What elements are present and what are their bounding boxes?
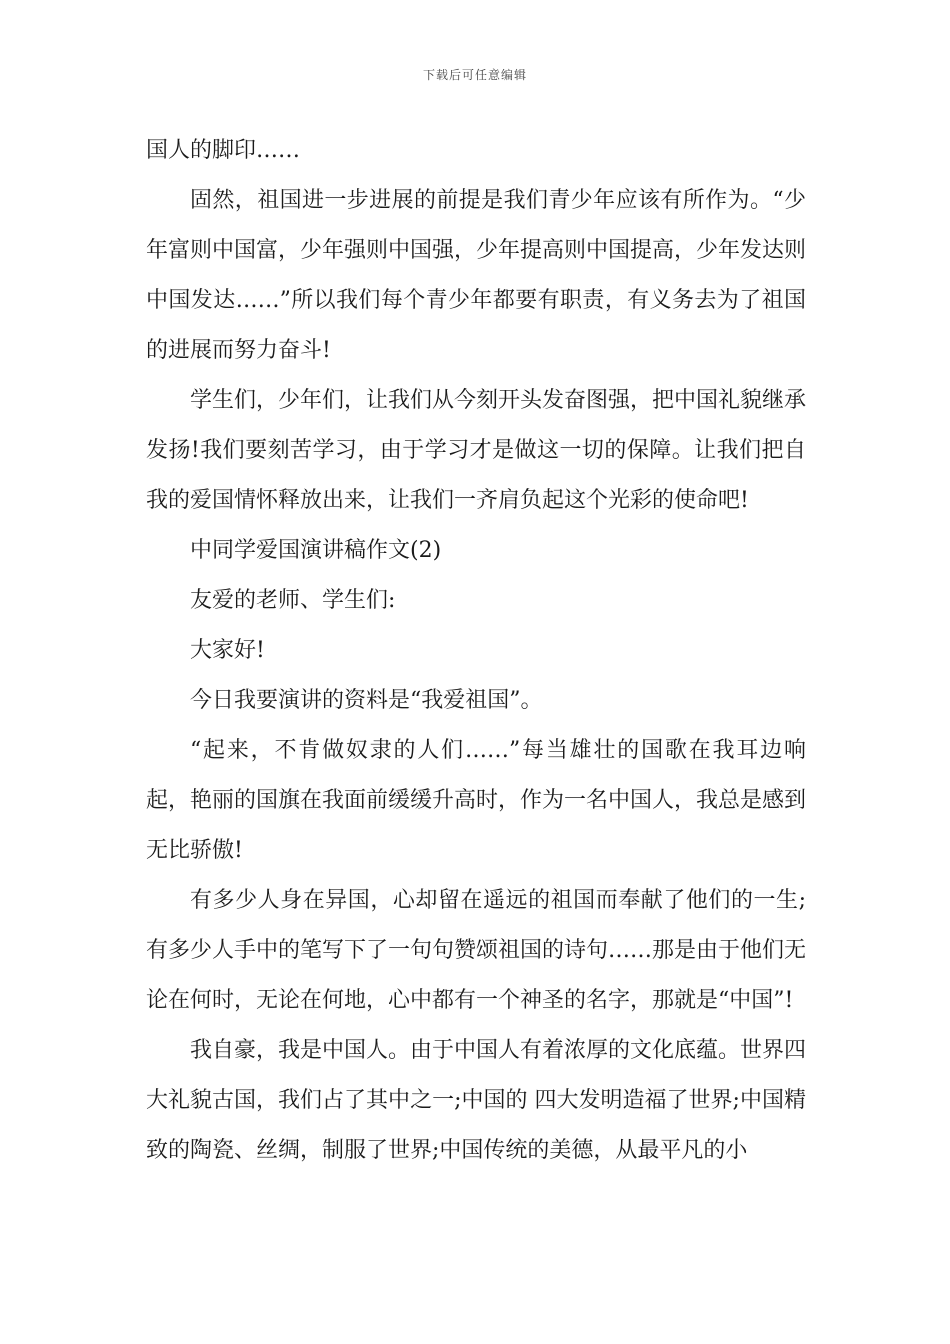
salutation: 友爱的老师、学生们: [190,588,396,613]
paragraph-1: 国人的脚印…… [146,138,301,163]
paragraph-topic: 今日我要演讲的资料是“我爱祖国”。 [190,688,543,713]
greeting: 大家好! [190,638,265,663]
paragraph-pride: 我自豪，我是中国人。由于中国人有着浓厚的文化底蕴。世界四大礼貌古国，我们占了其中之一;中国的 四大发明造福了世界;中国精致的陶瓷、丝绸，制服了世界;中国传统的美德，从最平凡的小 [146,1038,807,1163]
document-body [146,126,806,1176]
page-header-note: 下载后可任意编辑 [422,68,527,82]
paragraph-3: 学生们，少年们，让我们从今刻开头发奋图强，把中国礼貌继承发扬!我们要刻苦学习，由于学习才是做这一切的保障。让我们把自我的爱国情怀释放出来，让我们一齐肩负起这个光彩的使命吧! [146,388,807,513]
paragraph-2: 固然，祖国进一步进展的前提是我们青少年应该有所作为。“少年富则中国富，少年强则中国强，少年提高则中国提高，少年发达则中国发达……”所以我们每个青少年都要有职责，有义务去为了祖国的进展而努力奋斗! [146,188,807,363]
paragraph-overseas: 有多少人身在异国，心却留在遥远的祖国而奉献了他们的一生;有多少人手中的笔写下了一句句赞颂祖国的诗句……那是由于他们无论在何时，无论在何地，心中都有一个神圣的名字，那就是“中国”! [146,888,807,1013]
section-heading: 中同学爱国演讲稿作文(2) [190,538,442,563]
paragraph-anthem: “起来，不肯做奴隶的人们……”每当雄壮的国歌在我耳边响起，艳丽的国旗在我面前缓缓升高时，作为一名中国人，我总是感到无比骄傲! [146,738,807,863]
